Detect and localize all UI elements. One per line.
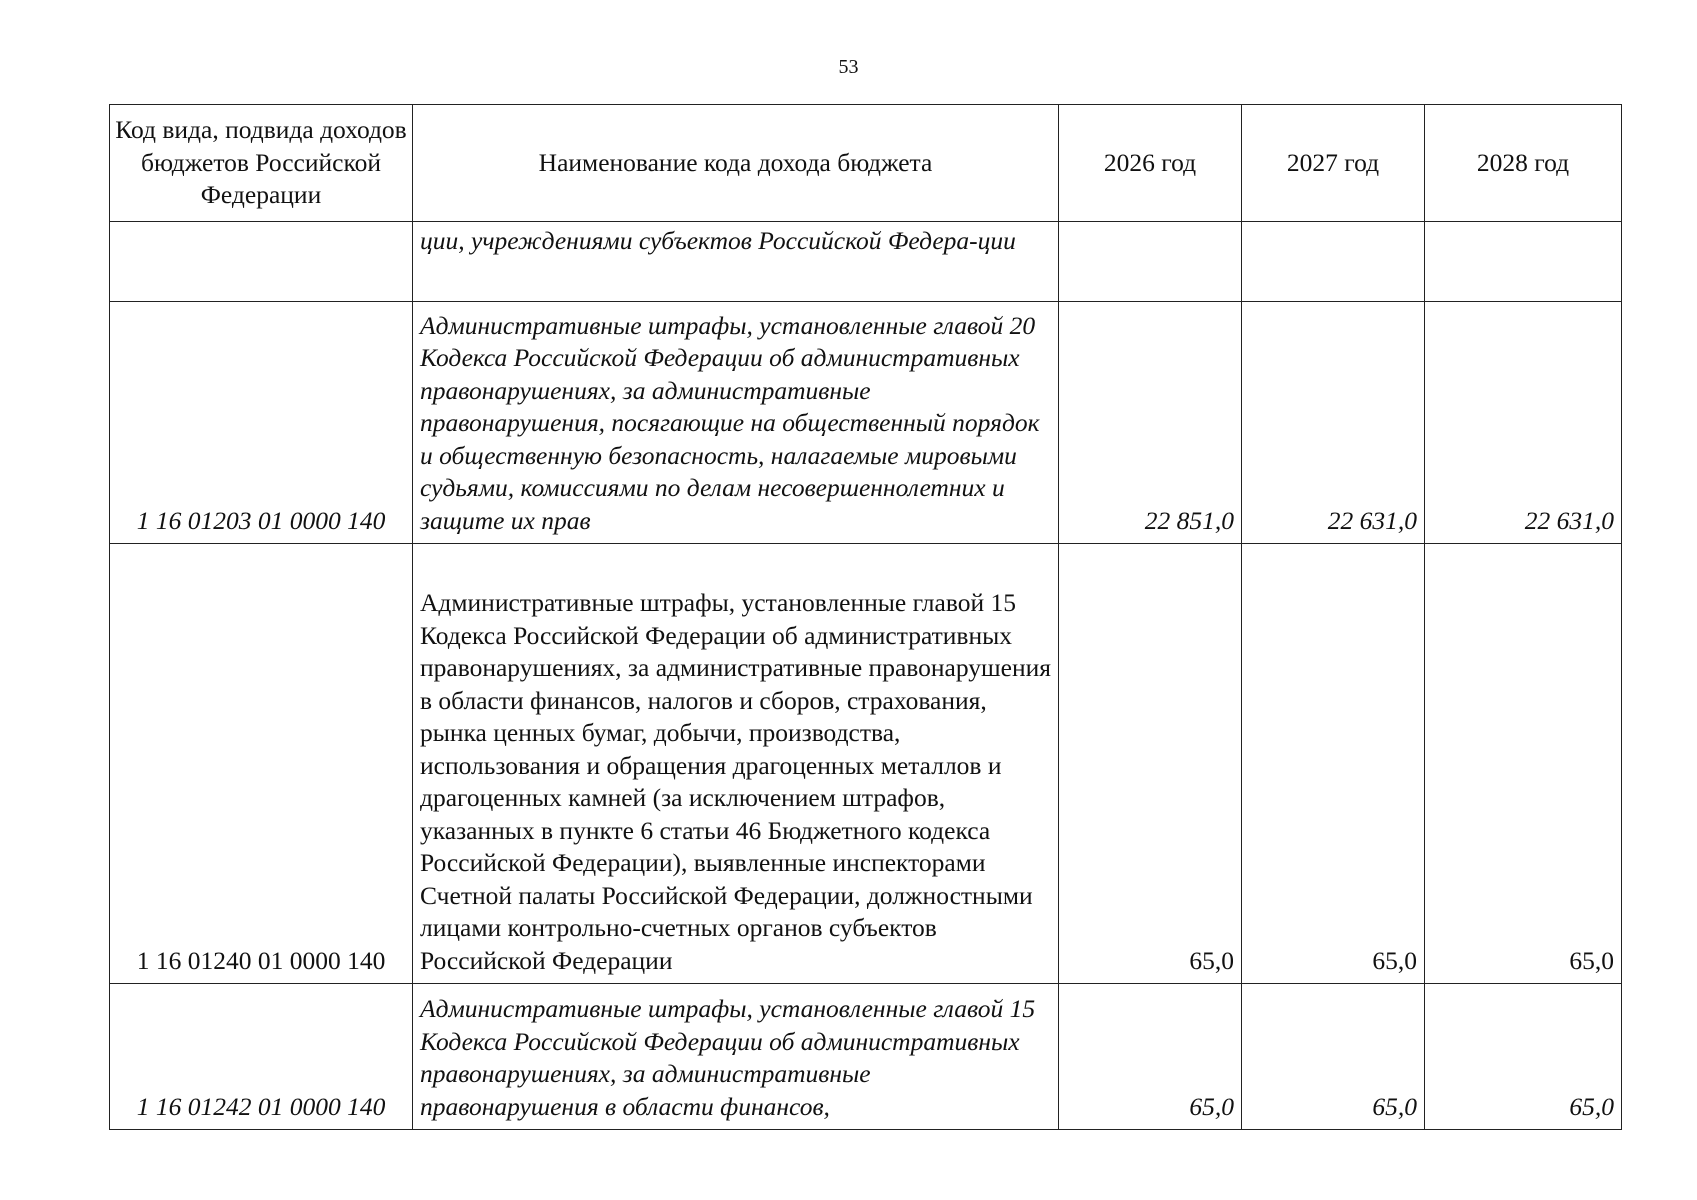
revenue-code: 1 16 01242 01 0000 140	[110, 984, 413, 1130]
header-code: Код вида, подвида доходов бюджетов Российской Федерации	[110, 105, 413, 222]
header-year-2026: 2026 год	[1059, 105, 1242, 222]
revenue-name: ции, учреждениями субъектов Российской Федера-ции	[413, 222, 1059, 302]
value-2028: 65,0	[1425, 984, 1622, 1130]
value-2027: 65,0	[1242, 984, 1425, 1130]
revenue-name: Административные штрафы, установленные главой 15 Кодекса Российской Федерации об административных правонарушениях, за административные правонарушения в области финансов,	[413, 984, 1059, 1130]
value-2028: 65,0	[1425, 544, 1622, 984]
table-row	[110, 544, 1622, 984]
revenue-code: 1 16 01203 01 0000 140	[110, 302, 413, 544]
revenue-name: Административные штрафы, установленные главой 20 Кодекса Российской Федерации об административных правонарушениях, за административные правонарушения, посягающие на общественный порядок и общественную безопасность, налагаемые мировыми судьями, комиссиями по делам несовершеннолетних и защите их прав	[413, 302, 1059, 544]
table-row	[110, 984, 1622, 1130]
revenue-table	[109, 104, 1622, 1130]
table-header-row	[110, 105, 1622, 222]
value-2026: 22 851,0	[1059, 302, 1242, 544]
revenue-code	[110, 222, 413, 302]
value-2028	[1425, 222, 1622, 302]
revenue-name: Административные штрафы, установленные главой 15 Кодекса Российской Федерации об административных правонарушениях, за административные правонарушения в области финансов, налогов и сборов, страхования, рынка ценных бумаг, добычи, производства, использования и обращения драгоценных металлов и драгоценных камней (за исключением штрафов, указанных в пункте 6 статьи 46 Бюджетного кодекса Российской Федерации), выявленные инспекторами Счетной палаты Российской Федерации, должностными лицами контрольно-счетных органов субъектов Российской Федерации	[413, 544, 1059, 984]
value-2027: 22 631,0	[1242, 302, 1425, 544]
page-number: 53	[838, 56, 859, 78]
table-row	[110, 222, 1622, 302]
value-2027: 65,0	[1242, 544, 1425, 984]
value-2028: 22 631,0	[1425, 302, 1622, 544]
header-name: Наименование кода дохода бюджета	[413, 105, 1059, 222]
value-2026: 65,0	[1059, 544, 1242, 984]
header-year-2027: 2027 год	[1242, 105, 1425, 222]
value-2027	[1242, 222, 1425, 302]
header-year-2028: 2028 год	[1425, 105, 1622, 222]
table-row	[110, 302, 1622, 544]
value-2026	[1059, 222, 1242, 302]
revenue-code: 1 16 01240 01 0000 140	[110, 544, 413, 984]
value-2026: 65,0	[1059, 984, 1242, 1130]
